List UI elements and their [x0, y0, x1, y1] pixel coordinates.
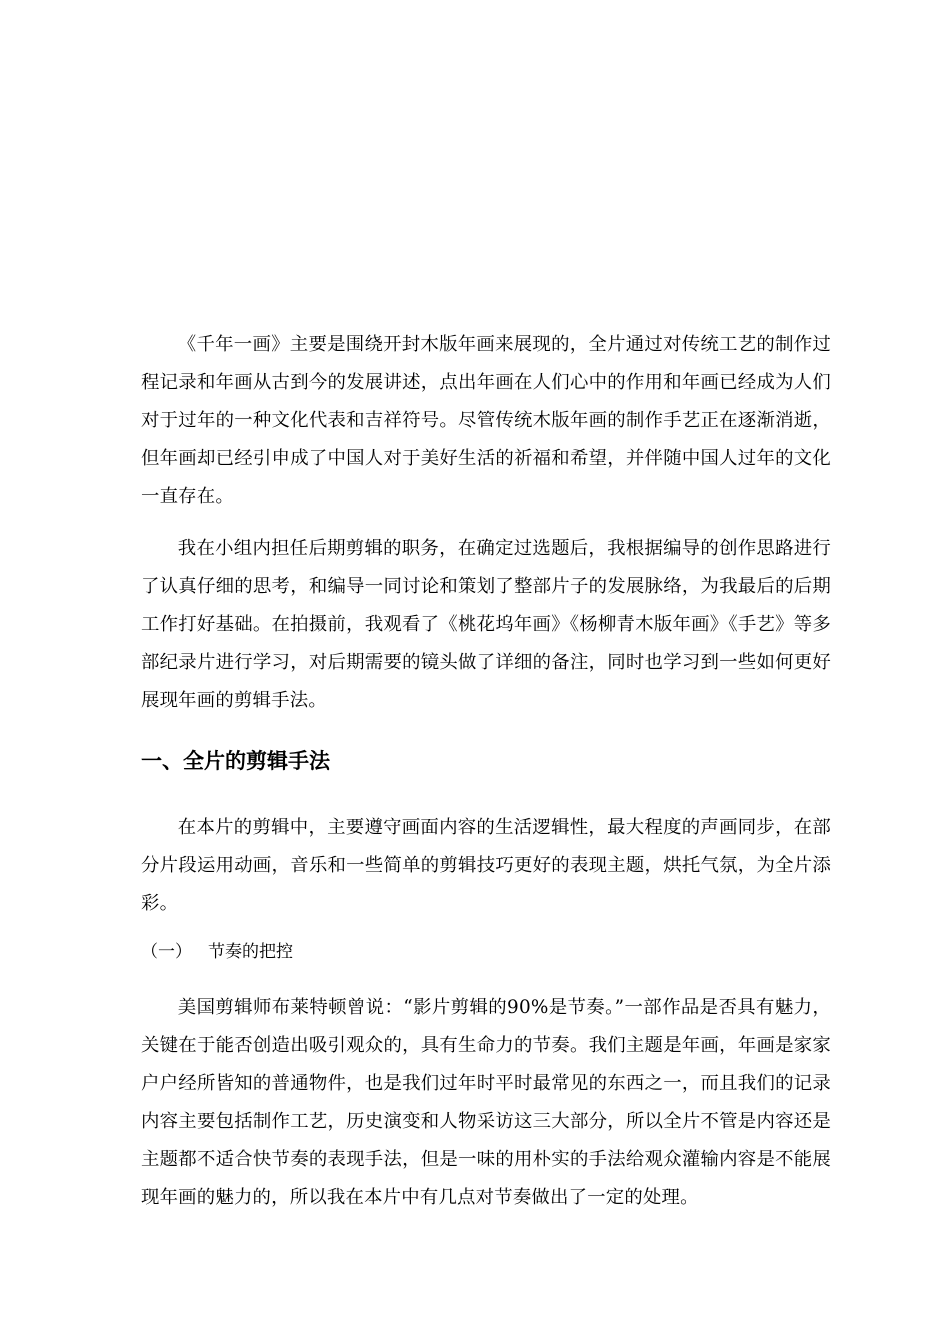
subsection-title: 节奏的把控: [208, 942, 293, 962]
body-paragraph-editing: 在本片的剪辑中，主要遵守画面内容的生活逻辑性，最大程度的声画同步，在部分片段运用动画，音乐和一些简单的剪辑技巧更好的表现主题，烘托气氛，为全片添彩。: [141, 817, 831, 914]
section-heading: 一、全片的剪辑手法: [141, 749, 330, 773]
subsection-number: （一）: [141, 942, 192, 962]
body-paragraph-role: 我在小组内担任后期剪辑的职务，在确定过选题后，我根据编导的创作思路进行了认真仔细的思考，和编导一同讨论和策划了整部片子的发展脉络，为我最后的后期工作打好基础。在拍摄前，我观看了《桃花坞年画》《杨柳青木版年画》《手艺》等多部纪录片进行学习，对后期需要的镜头做了详细的备注，同时也学习到一些如何更好展现年画的剪辑手法。: [141, 538, 831, 711]
subsection-heading: [141, 933, 293, 971]
body-paragraph-rhythm: 美国剪辑师布莱特顿曾说：“影片剪辑的90%是节奏。”一部作品是否具有魅力，关键在于能否创造出吸引观众的，具有生命力的节奏。我们主题是年画，年画是家家户户经所皆知的普通物件，也是我们过年时平时最常见的东西之一，而且我们的记录内容主要包括制作工艺，历史演变和人物采访这三大部分，所以全片不管是内容还是主题都不适合快节奏的表现手法，但是一味的用朴实的手法给观众灌输内容是不能展现年画的魅力的，所以我在本片中有几点对节奏做出了一定的处理。: [141, 997, 831, 1208]
body-paragraph-intro: 《千年一画》主要是围绕开封木版年画来展现的，全片通过对传统工艺的制作过程记录和年画从古到今的发展讲述，点出年画在人们心中的作用和年画已经成为人们对于过年的一种文化代表和吉祥符号。尽管传统木版年画的制作手艺正在逐渐消逝，但年画却已经引申成了中国人对于美好生活的祈福和希望，并伴随中国人过年的文化一直存在。: [141, 334, 831, 507]
